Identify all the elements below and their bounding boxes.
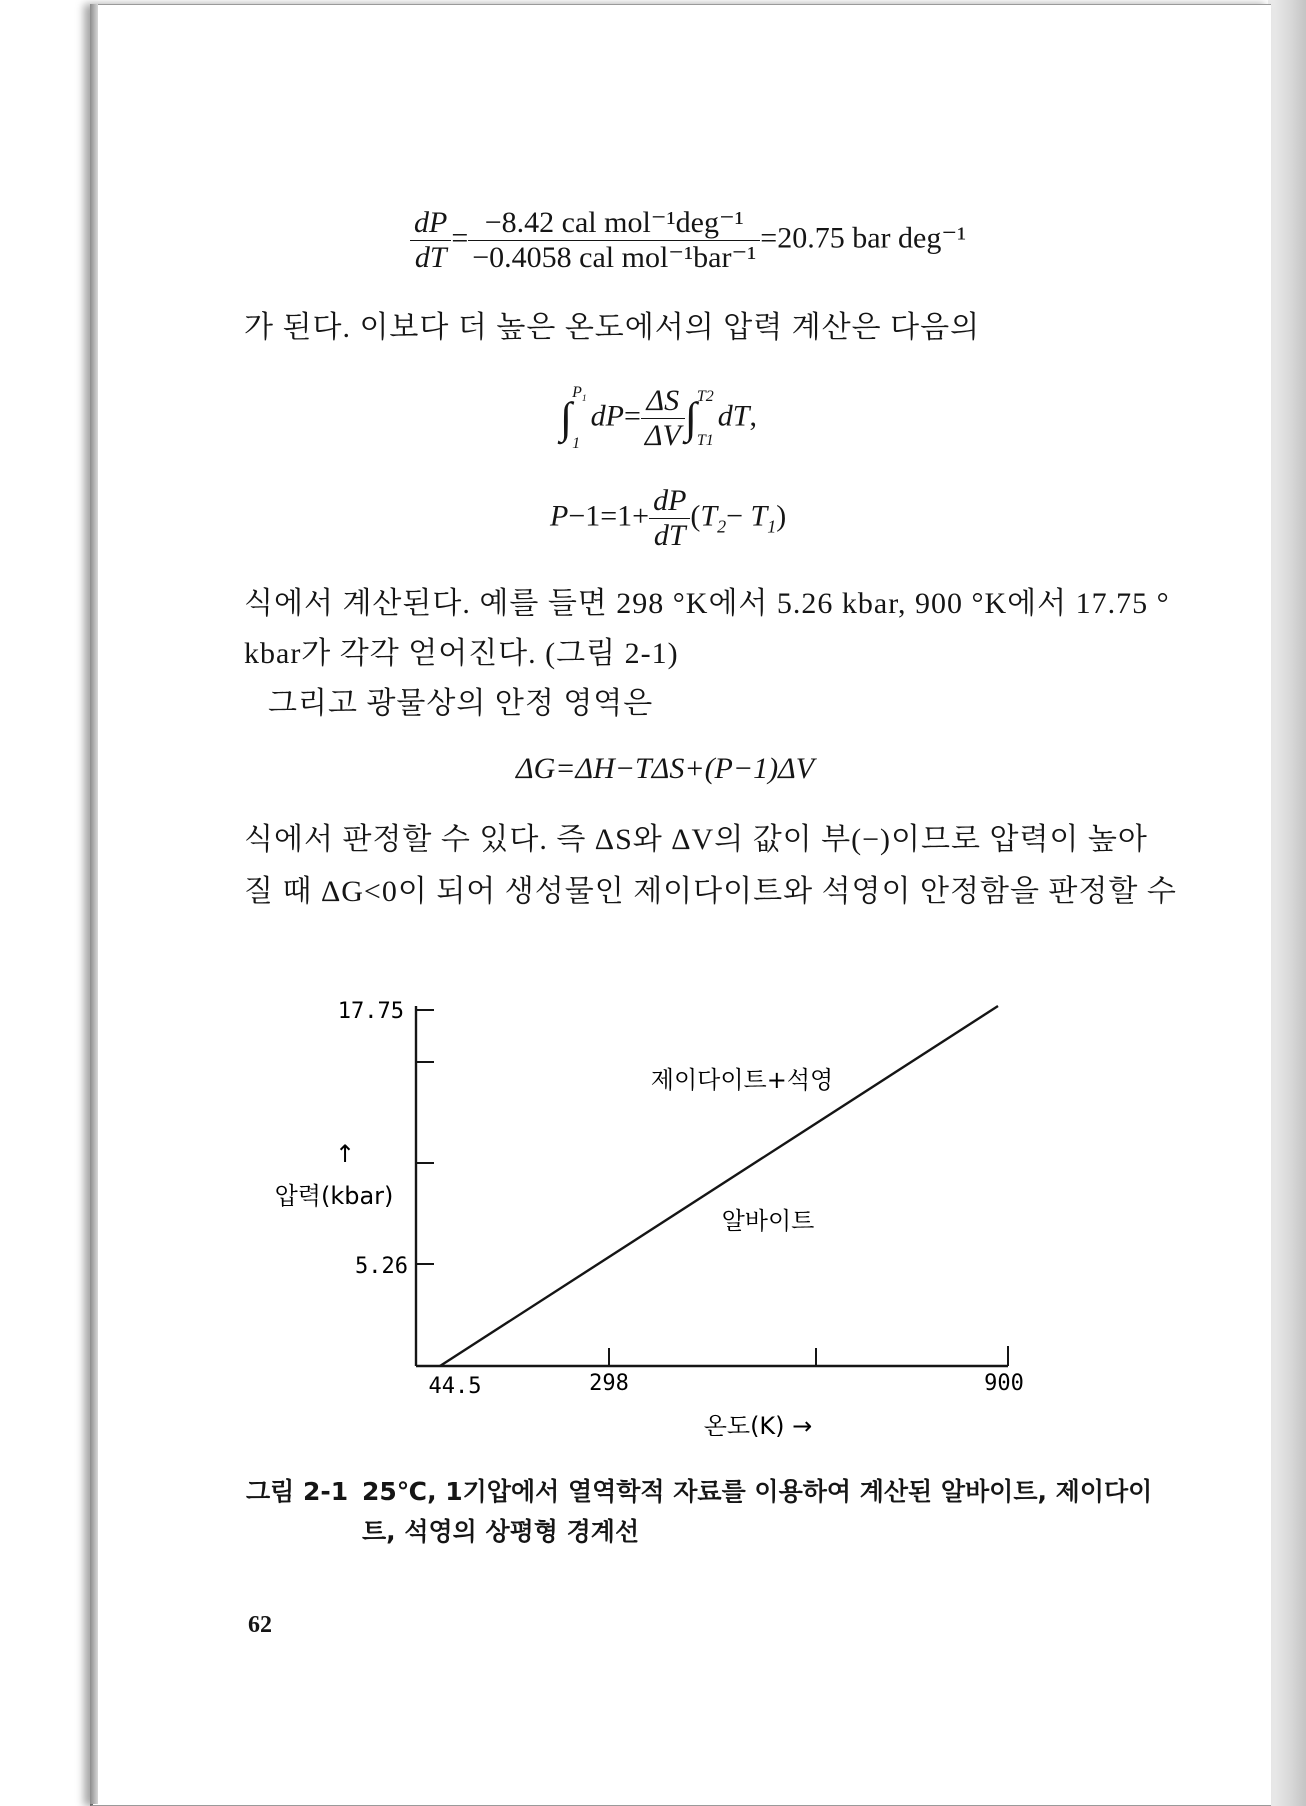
figure-caption-label: 그림 2-1 (246, 1477, 349, 1506)
region-label-jadeite-quartz: 제이다이트+석영 (650, 1066, 834, 1094)
eq1-rhs-denominator: −0.4058 cal mol⁻¹bar⁻¹ (472, 241, 757, 274)
figure-caption-line-1: 25℃, 1기압에서 열역학적 자료를 이용하여 계산된 알바이트, 제이다이 (362, 1477, 1153, 1506)
equation-pressure: P−1=1+ $\frac{dP}{dT}$ $(T_2- T_1)$ (550, 484, 787, 552)
y-axis-label: 압력(kbar) (274, 1182, 394, 1210)
y-axis-arrow: ↑ (334, 1140, 356, 1168)
region-label-albite: 알바이트 (721, 1207, 815, 1235)
x-axis-label: 온도(K) → (703, 1412, 813, 1440)
paragraph-line-1: 가 된다. 이보다 더 높은 온도에서의 압력 계산은 다음의 (244, 311, 981, 344)
paragraph-line-6: 질 때 ΔG<0이 되어 생성물인 제이다이트와 석영이 안정함을 판정할 수 (244, 875, 1177, 908)
eq1-rhs-numerator: −8.42 cal mol⁻¹deg⁻¹ (468, 206, 760, 241)
equation-clapeyron: $\frac{dP}{dT}$ = $\frac{\text{−8.42 cal mol⁻¹deg⁻¹}}{\text{−0.4058 cal mol⁻¹bar⁻¹}}$ =20.75 bar deg⁻¹ (410, 206, 966, 275)
paragraph-line-5: 식에서 판정할 수 있다. 즉 ΔS와 ΔV의 값이 부(−)이므로 압력이 높아 (244, 823, 1148, 856)
equation-gibbs: ΔG=ΔH−TΔS+(P−1)ΔV (516, 752, 815, 785)
page-number: 62 (248, 1612, 272, 1638)
y-tick-label-17-75: 17.75 (337, 999, 404, 1024)
paragraph-line-3: kbar가 각각 얻어진다. (그림 2-1) (244, 637, 679, 670)
x-tick-label-900: 900 (984, 1371, 1024, 1396)
paragraph-line-4: 그리고 광물상의 안정 영역은 (268, 687, 654, 720)
y-tick-label-5-26: 5.26 (355, 1254, 408, 1279)
eq1-lhs-denominator: dT (414, 241, 447, 274)
phase-boundary-line (440, 1006, 998, 1366)
figure-caption-line-2: 트, 석영의 상평형 경계선 (362, 1517, 640, 1546)
equation-integral: ∫ $P_1$ 1 dP= $\frac{\Delta S}{\Delta V}$ ∫ T2 T1 dT, (560, 384, 757, 452)
eq1-result: =20.75 bar deg⁻¹ (760, 221, 967, 255)
eq1-lhs-numerator: dP (410, 206, 451, 241)
paragraph-line-2: 식에서 계산된다. 예를 들면 298 °K에서 5.26 kbar, 900 °K에서 17.75 ° (244, 587, 1170, 620)
x-tick-label-298: 298 (589, 1371, 629, 1396)
x-tick-label-44-5: 44.5 (428, 1374, 482, 1399)
